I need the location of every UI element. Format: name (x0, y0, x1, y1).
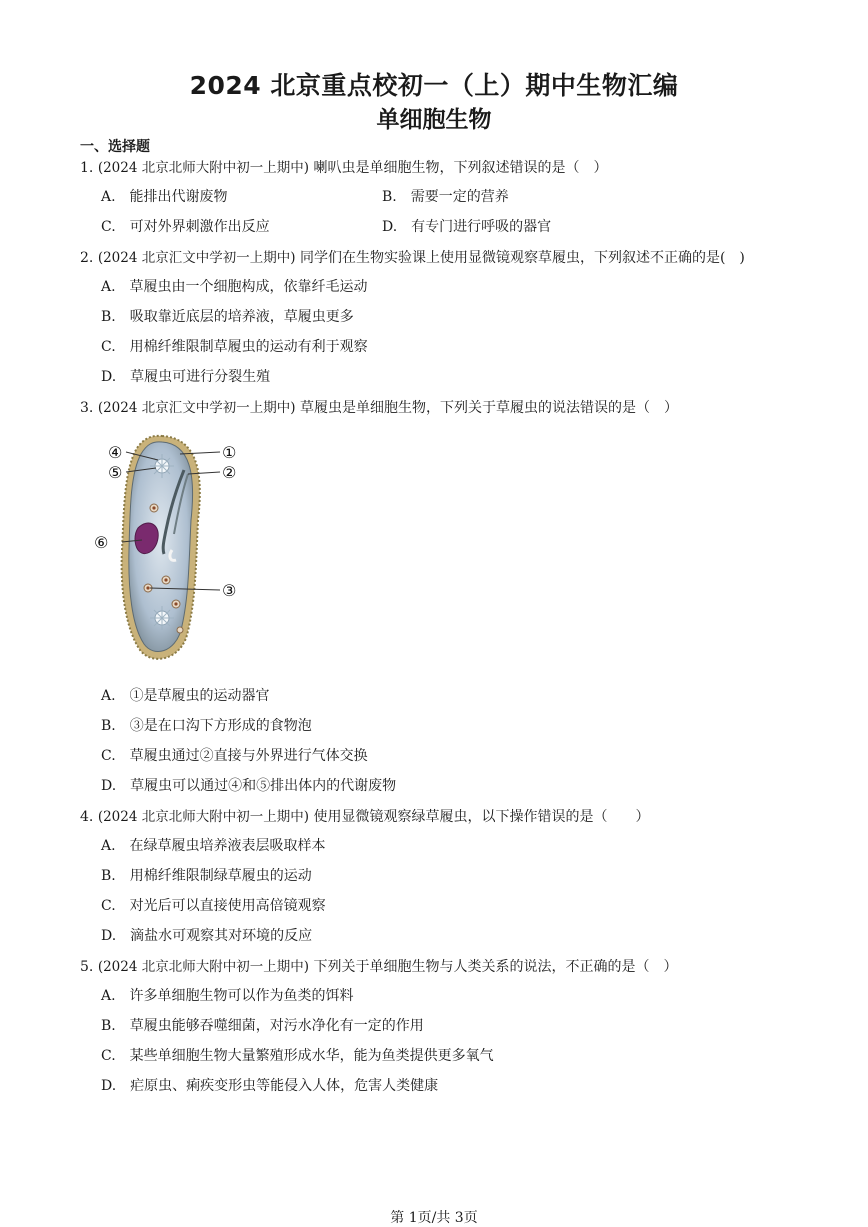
option-a: A. 许多单细胞生物可以作为鱼类的饵料 (101, 988, 354, 1004)
document-subtitle: 单细胞生物 (376, 107, 492, 133)
page-footer: 第 1页/共 3页 (390, 1210, 478, 1226)
option-b: B. 草履虫能够吞噬细菌，对污水净化有一定的作用 (101, 1018, 424, 1034)
question-source: (2024 北京汇文中学初一上期中) (97, 250, 296, 266)
option-c: C. 草履虫通过②直接与外界进行气体交换 (101, 748, 368, 764)
option-a: A. 草履虫由一个细胞构成，依靠纤毛运动 (101, 279, 368, 295)
question-source: (2024 北京北师大附中初一上期中) (97, 160, 309, 176)
option-b: B. 吸取靠近底层的培养液，草履虫更多 (101, 309, 354, 325)
option-c: C. 可对外界刺激作出反应 (101, 219, 270, 235)
option-d: D. 有专门进行呼吸的器官 (382, 219, 552, 235)
figure-label-4: ④ (108, 443, 123, 462)
question-number: 1. (80, 160, 94, 176)
question-number: 5. (80, 959, 94, 975)
figure-label-6: ⑥ (94, 533, 109, 552)
question-3 (80, 396, 678, 417)
option-b: B. ③是在口沟下方形成的食物泡 (101, 718, 312, 734)
option-b: B. 用棉纤维限制绿草履虫的运动 (101, 868, 312, 884)
question-number: 4. (80, 809, 94, 825)
question-stem: 喇叭虫是单细胞生物，下列叙述错误的是（ ） (313, 160, 608, 176)
question-source: (2024 北京北师大附中初一上期中) (97, 809, 309, 825)
option-c: C. 某些单细胞生物大量繁殖形成水华，能为鱼类提供更多氧气 (101, 1048, 494, 1064)
question-4 (80, 805, 649, 826)
figure-label-2: ② (222, 463, 237, 482)
section-heading: 一、选择题 (80, 139, 150, 155)
option-a: A. 在绿草履虫培养液表层吸取样本 (101, 838, 326, 854)
question-1 (80, 156, 607, 177)
option-b: B. 需要一定的营养 (382, 189, 509, 205)
option-a: A. ①是草履虫的运动器官 (101, 688, 270, 704)
figure-label-1: ① (222, 443, 237, 462)
option-d: D. 草履虫可以通过④和⑤排出体内的代谢废物 (101, 778, 397, 794)
option-c: C. 对光后可以直接使用高倍镜观察 (101, 898, 326, 914)
question-2 (80, 246, 745, 267)
question-stem: 下列关于单细胞生物与人类关系的说法，不正确的是（ ） (313, 959, 678, 975)
option-d: D. 滴盐水可观察其对环境的反应 (101, 928, 313, 944)
question-stem: 使用显微镜观察绿草履虫，以下操作错误的是（ ） (313, 809, 650, 825)
option-a: A. 能排出代谢废物 (101, 189, 228, 205)
question-source: (2024 北京北师大附中初一上期中) (97, 959, 309, 975)
document-title: 2024 北京重点校初一（上）期中生物汇编 (189, 71, 679, 100)
question-stem: 同学们在生物实验课上使用显微镜观察草履虫，下列叙述不正确的是( ) (299, 250, 745, 266)
option-d: D. 疟原虫、痢疾变形虫等能侵入人体，危害人类健康 (101, 1078, 439, 1094)
option-c: C. 用棉纤维限制草履虫的运动有利于观察 (101, 339, 368, 355)
question-5 (80, 955, 677, 976)
option-d: D. 草履虫可进行分裂生殖 (101, 369, 271, 385)
question-source: (2024 北京汇文中学初一上期中) (97, 400, 296, 416)
paramecium-figure (92, 430, 252, 670)
figure-label-3: ③ (222, 581, 237, 600)
figure-label-5: ⑤ (108, 463, 123, 482)
question-number: 3. (80, 400, 94, 416)
question-number: 2. (80, 250, 94, 266)
question-stem: 草履虫是单细胞生物，下列关于草履虫的说法错误的是（ ） (299, 400, 678, 416)
